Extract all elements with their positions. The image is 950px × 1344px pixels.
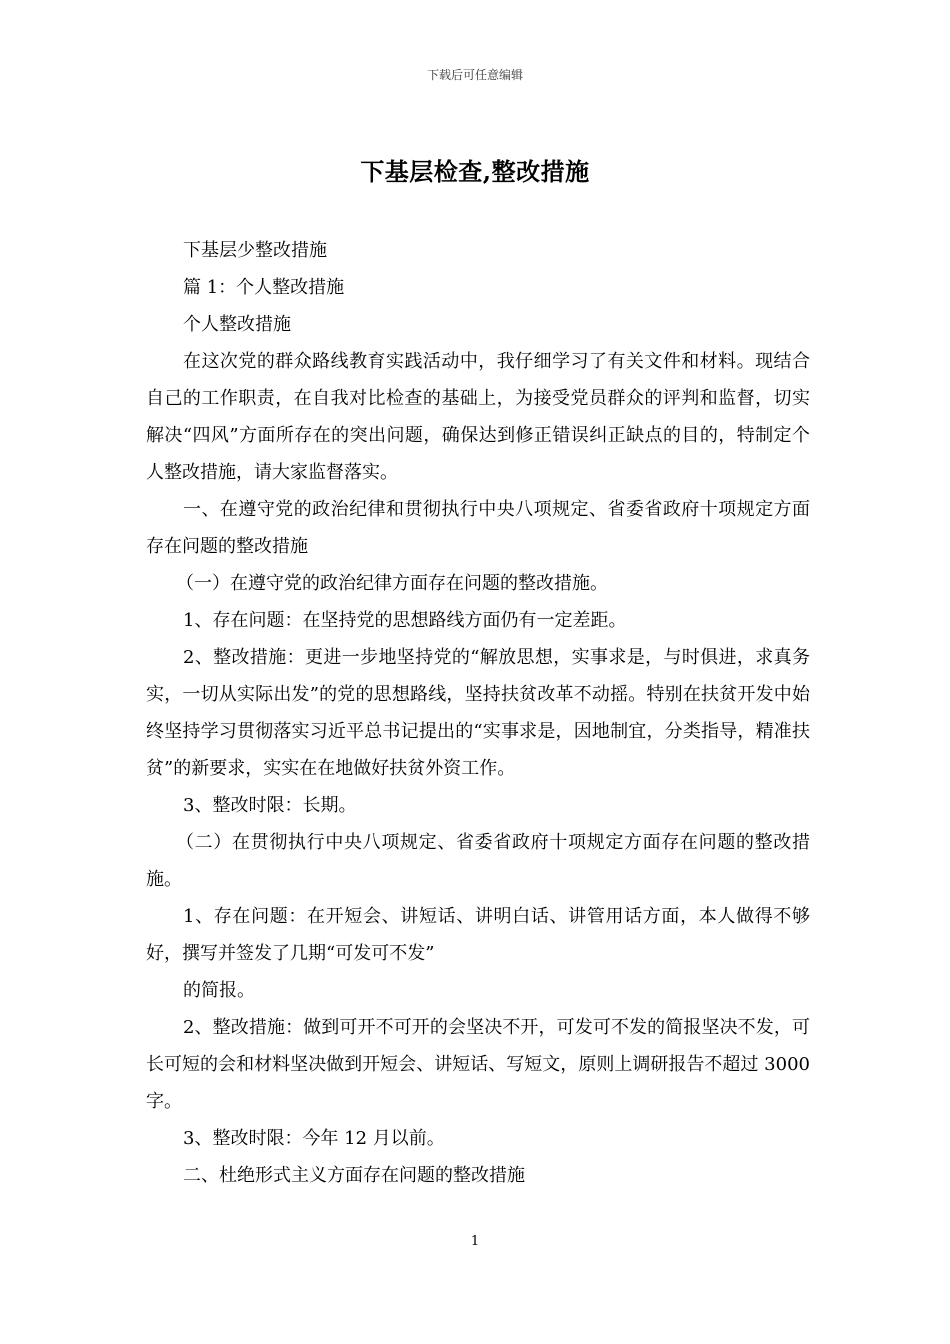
paragraph: （二）在贯彻执行中央八项规定、省委省政府十项规定方面存在问题的整改措施。 — [146, 832, 810, 890]
paragraph: 2、整改措施：做到可开不可开的会坚决不开，可发可不发的简报坚决不发，可长可短的会和材料坚决做到开短会、讲短话、写短文，原则上调研报告不超过 3000 字。 — [146, 1017, 810, 1112]
paragraph: 3、整改时限：长期。 — [183, 795, 357, 816]
paragraph: 1、存在问题：在坚持党的思想路线方面仍有一定差距。 — [183, 610, 627, 631]
paragraph: （一）在遵守党的政治纪律方面存在问题的整改措施。 — [176, 573, 608, 594]
page-header: 下载后可任意编辑 — [426, 68, 523, 82]
paragraph: 在这次党的群众路线教育实践活动中，我仔细学习了有关文件和材料。现结合自己的工作职责，在自我对比检查的基础上，为接受党员群众的评判和监督，切实解决“四风”方面所存在的突出问题，确保达到修正错误纠正缺点的目的，特制定个人整改措施，请大家监督落实。 — [146, 351, 810, 483]
document-body — [146, 232, 810, 1194]
document-title: 下基层检查,整改措施 — [360, 157, 590, 186]
paragraph: 1、存在问题：在开短会、讲短话、讲明白话、讲管用话方面，本人做得不够好，撰写并签发了几期“可发可不发” — [146, 906, 810, 964]
paragraph: 的简报。 — [183, 980, 255, 1001]
page-number: 1 — [470, 1234, 480, 1249]
paragraph: 二、杜绝形式主义方面存在问题的整改措施 — [183, 1165, 525, 1186]
paragraph: 篇 1：个人整改措施 — [183, 277, 345, 298]
paragraph: 一、在遵守党的政治纪律和贯彻执行中央八项规定、省委省政府十项规定方面存在问题的整改措施 — [146, 499, 810, 557]
paragraph: 下基层少整改措施 — [183, 240, 327, 261]
paragraph: 3、整改时限：今年 12 月以前。 — [183, 1128, 445, 1149]
paragraph: 2、整改措施：更进一步地坚持党的“解放思想，实事求是，与时俱进，求真务实，一切从实际出发”的党的思想路线，坚持扶贫改革不动摇。特别在扶贫开发中始终坚持学习贯彻落实习近平总书记提出的“实事求是，因地制宜，分类指导，精准扶贫”的新要求，实实在在地做好扶贫外资工作。 — [146, 647, 810, 779]
paragraph: 个人整改措施 — [183, 314, 291, 335]
